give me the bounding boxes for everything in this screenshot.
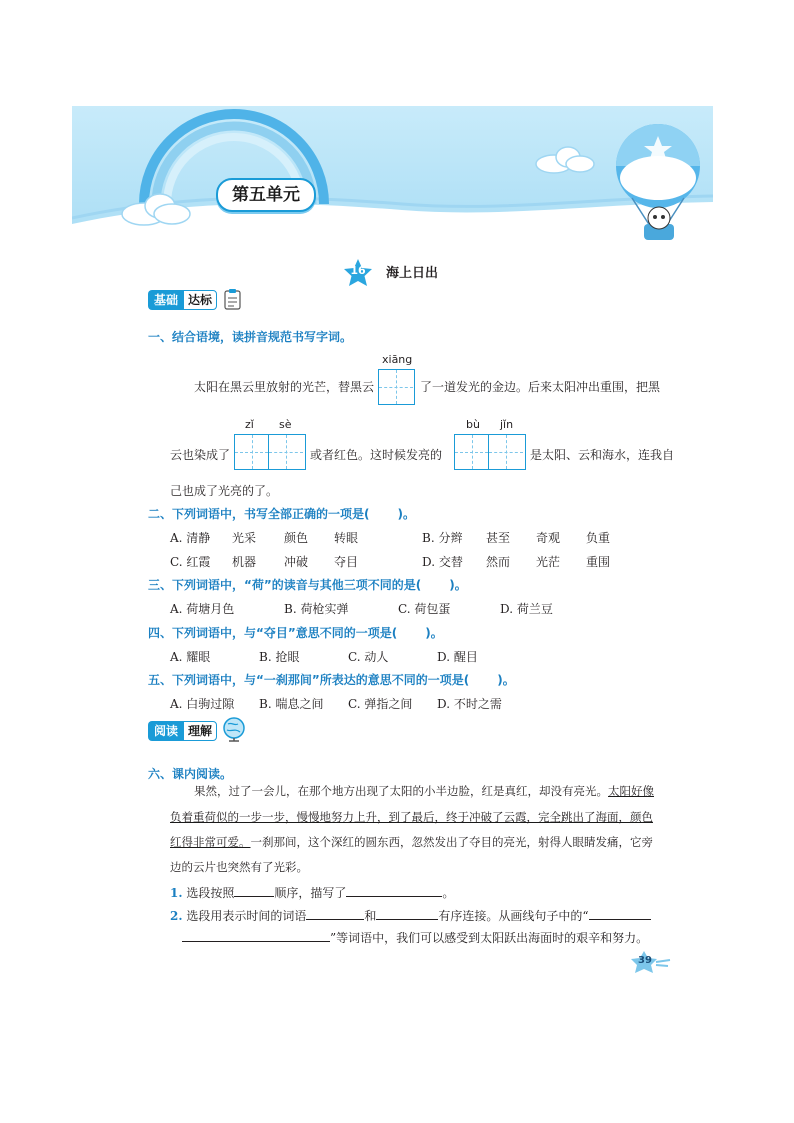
passage-text: 一刹那间，这个深红的圆东西，忽然发出了夺目的亮光，射得人眼睛发痛，它旁 (250, 835, 653, 849)
sub-question-text: ”等词语中，我们可以感受到太阳跃出海面时的艰辛和努力。 (330, 931, 649, 945)
answer-blank[interactable] (376, 907, 438, 920)
sub-question-text: 有序连接。从画线句子中的“ (438, 909, 589, 923)
reading-passage-line (194, 780, 654, 803)
sub-question-text: 选段用表示时间的词语 (186, 909, 307, 923)
option-c[interactable]: C. 荷包蛋 (398, 602, 451, 616)
option-c[interactable]: C. 动人 (348, 650, 389, 664)
question-title-text: 五、下列词语中，与“一刹那间”所表达的意思不同的一项是( (148, 673, 470, 687)
answer-blank[interactable] (346, 884, 442, 897)
banner-illustration (72, 106, 713, 246)
passage-text: 果然，过了一会儿，在那个地方出现了太阳的小半边脸，红是真红，却没有亮光。 (194, 784, 608, 798)
writing-grid[interactable] (378, 369, 415, 405)
writing-grid[interactable] (234, 434, 306, 470)
question-title-text: 四、下列词语中，与“夺目”意思不同的一项是( (148, 626, 398, 640)
reading-passage-line (170, 806, 653, 829)
option-word: 颜色 (284, 531, 309, 545)
option-a[interactable]: A. 荷塘月色 (170, 602, 235, 616)
tag-label: 阅读 (148, 721, 183, 741)
question-1-text: 是太阳、云和海水，连我自 (530, 448, 675, 462)
option-c[interactable]: C. 红霞 (170, 555, 211, 569)
option-word: 奇观 (536, 531, 561, 545)
option-b[interactable]: B. 分辫 (422, 531, 463, 545)
question-title-text: 二、下列词语中，书写全部正确的一项是( (148, 507, 370, 521)
option-word: 冲破 (284, 555, 309, 569)
pinyin: zǐ (245, 418, 254, 431)
lesson-number: 16 (350, 264, 366, 277)
option-d[interactable]: D. 交替 (422, 555, 463, 569)
question-1-text: 了一道发光的金边。后来太阳冲出重围，把黑 (420, 380, 661, 394)
section-tag-reading (148, 721, 217, 741)
unit-banner (72, 106, 713, 246)
question-1-text: 己也成了光亮的了。 (170, 484, 279, 498)
question-3-title (148, 576, 467, 593)
answer-blank[interactable] (182, 929, 330, 942)
question-1-text: 云也染成了 (170, 448, 231, 462)
lesson-title: 海上日出 (386, 266, 439, 281)
option-b[interactable]: B. 抢眼 (259, 650, 300, 664)
writing-grid[interactable] (454, 434, 526, 470)
passage-text: 边的云片也突然有了光彩。 (170, 860, 308, 874)
question-2-title (148, 505, 415, 522)
option-b[interactable]: B. 荷枪实弹 (284, 602, 349, 616)
sub-question-1 (170, 884, 454, 901)
option-a[interactable]: A. 耀眼 (170, 650, 211, 664)
tag-label: 基础 (148, 290, 183, 310)
option-a[interactable]: A. 清静 (170, 531, 211, 545)
option-a[interactable]: A. 白驹过隙 (170, 697, 235, 711)
option-word: 负重 (586, 531, 611, 545)
question-1-title: 一、结合语境，读拼音规范书写字词。 (148, 330, 353, 344)
page-number: 39 (638, 955, 652, 966)
passage-underlined: 红得非常可爱。 (170, 835, 251, 849)
question-6-title: 六、课内阅读。 (148, 767, 233, 781)
option-word: 夺目 (334, 555, 359, 569)
tag-label: 理解 (183, 721, 217, 741)
option-word: 然而 (486, 555, 511, 569)
question-title-text: 三、下列词语中，“荷”的读音与其他三项不同的是( (148, 578, 422, 592)
pinyin: bù (466, 418, 480, 431)
sub-question-number: 2. (170, 909, 183, 923)
question-title-end: )。 (497, 673, 515, 687)
question-1-text: 或者红色。这时候发亮的 (310, 448, 443, 462)
option-d[interactable]: D. 荷兰豆 (500, 602, 553, 616)
option-word: 光茫 (536, 555, 561, 569)
tag-label: 达标 (183, 290, 217, 310)
option-word: 光采 (232, 531, 257, 545)
reading-passage-line (170, 831, 653, 854)
sub-question-text: 顺序，描写了 (274, 886, 347, 900)
question-title-end: )。 (397, 507, 415, 521)
pinyin: xiāng (382, 353, 413, 366)
clipboard-icon (222, 287, 244, 311)
sub-question-2-continued (182, 929, 648, 946)
sub-question-text: 选段按照 (186, 886, 235, 900)
option-word: 甚至 (486, 531, 511, 545)
sub-question-number: 1. (170, 886, 183, 900)
option-word: 机器 (232, 555, 257, 569)
question-title-end: )。 (425, 626, 443, 640)
sub-question-text: 。 (442, 886, 455, 900)
question-4-title (148, 624, 443, 641)
answer-blank[interactable] (306, 907, 364, 920)
option-b[interactable]: B. 喘息之间 (259, 697, 324, 711)
reading-passage-line (170, 856, 308, 879)
sub-question-text: 和 (364, 909, 377, 923)
option-c[interactable]: C. 弹指之间 (348, 697, 413, 711)
option-d[interactable]: D. 不时之需 (437, 697, 502, 711)
passage-underlined: 太阳好像 (608, 784, 654, 798)
option-d[interactable]: D. 醒目 (437, 650, 478, 664)
unit-title: 第五单元 (216, 178, 316, 212)
question-5-title (148, 671, 515, 688)
option-word: 重围 (586, 555, 611, 569)
passage-underlined: 负着重荷似的一步一步，慢慢地努力上升，到了最后，终于冲破了云霞，完全跳出了海面，颜色 (170, 810, 653, 824)
section-tag-basic (148, 290, 217, 310)
sub-question-2 (170, 907, 651, 924)
question-1-text: 太阳在黑云里放射的光芒，替黑云 (194, 380, 375, 394)
pinyin: jǐn (500, 418, 514, 431)
question-title-end: )。 (449, 578, 467, 592)
pinyin: sè (279, 418, 292, 431)
answer-blank[interactable] (234, 884, 274, 897)
answer-blank[interactable] (589, 907, 651, 920)
option-word: 转眼 (334, 531, 359, 545)
globe-icon (222, 716, 252, 742)
